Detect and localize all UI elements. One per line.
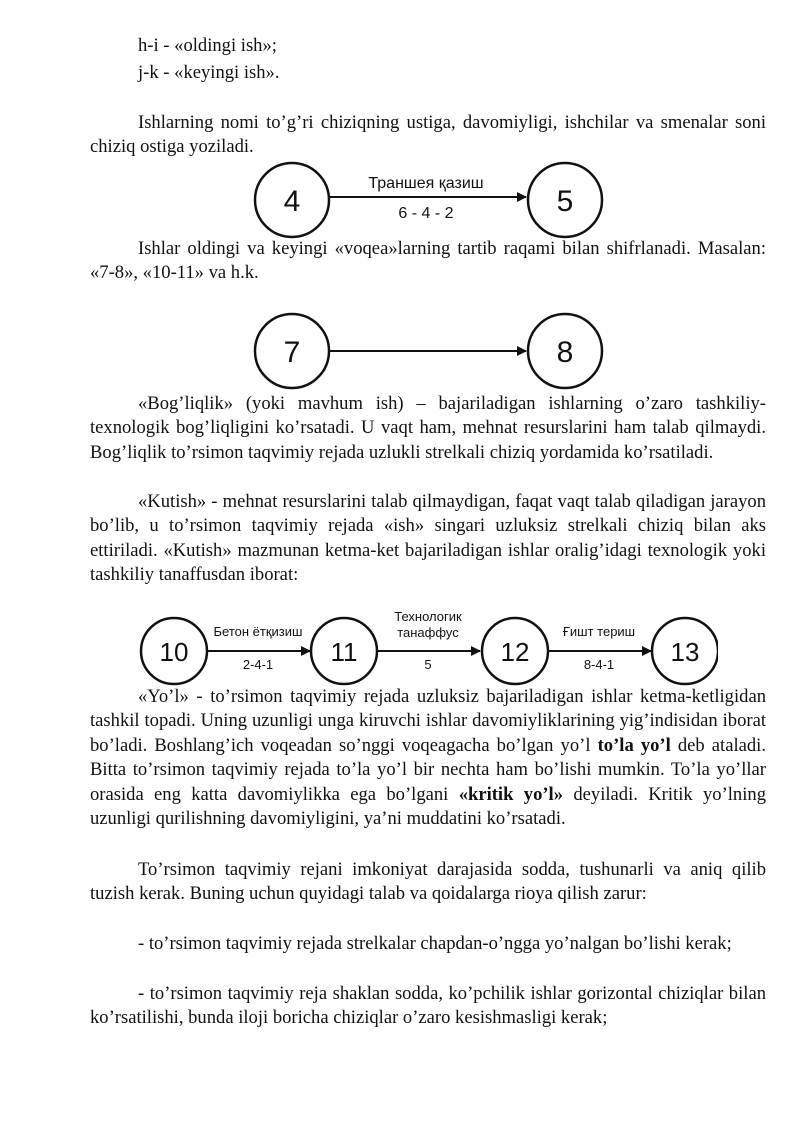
work-duration-label: 2-4-1 [242,657,274,672]
paragraph-dependency: «Bog’liqlik» (yoki mavhum ish) – bajariladigan ishlarning o’zaro tashkiliy-texnologik bog’liqligini ko’rsatadi. U vaqt ham, mehnat resurslarini ham talab qilmaydi. Bog’liqlik to’rsimon taqvimiy rejada uzlukli strelkali chiziq yordamida ko’rsatiladi. [90,393,766,463]
work-duration-label: 8-4-1 [583,657,615,672]
paragraph-names: Ishlarning nomi to’g’ri chiziqning ustiga, davomiyligi, ishchilar va smenalar soni chiziq ostiga yoziladi. [90,112,766,158]
work-name-label: Ғишт териш [562,624,636,639]
event-node-number: 10 [159,637,189,667]
event-node-number: 13 [670,637,700,667]
event-node-number: 12 [500,637,530,667]
path-text-3: deyiladi. Kritik yo’lning uzunligi qurilishning davomiyligini, ya’ni muddatini ko’rsatadi. [90,783,766,830]
waiting-name-label: Технологик [394,609,462,624]
paragraph-waiting: «Kutish» - mehnat resurslarini talab qilmaydigan, faqat vaqt talab qiladigan jarayon bo’lib, u to’rsimon taqvimiy rejada «ish» singari uzluksiz strelkali chiziq bilan aks ettiriladi. «Kutish» mazmunan ketma-ket bajariladigan ishlar oralig’idagi texnologik yoki tashkiliy tanaffusdan iborat: [90,491,766,586]
critical-path-term: «kritik yo’l» [458,783,564,805]
arrow-diagram-7-8 [250,311,610,393]
path-text-1: «Yo’l» - to’rsimon taqvimiy rejada uzluksiz bajariladigan ishlar ketma-ketligidan tashkil topadi. Uning uzunligi unga kiruvchi ishlar davomiyliklarining yig’indisidan iborat bo’ladi. Boshlang’ich voqeadan so’nggi voqeagacha bo’lgan yo’l [90,686,766,756]
definition-hi: h-i - «oldingi ish»; [138,35,277,56]
work-name-label: Траншея қазиш [368,175,484,192]
waiting-duration-label: 5 [424,657,432,672]
event-node-number: 7 [283,336,301,369]
event-node-number: 5 [556,185,574,218]
waiting-name-label: танаффус [397,625,459,640]
event-node-number: 8 [556,336,574,369]
event-node-number: 4 [283,185,301,218]
work-name-label: Бетон ётқизиш [213,624,303,639]
path-text-2: deb ataladi. Bitta to’rsimon taqvimiy rejada to’la yo’l bir nechta ham bo’lishi mumkin. To’la yo’llar orasida eng katta davomiylikka ega bo’lgani [90,734,766,805]
paragraph-rules: To’rsimon taqvimiy rejani imkoniyat darajasida sodda, tushunarli va aniq qilib tuzish kerak. Buning uchun quyidagi talab va qoidalarga rioya qilish zarur: [90,859,766,905]
rule-item-arrows: - to’rsimon taqvimiy rejada strelkalar chapdan-o’ngga yo’nalgan bo’lishi kerak; [138,933,732,954]
rule-item-simplicity: - to’rsimon taqvimiy reja shaklan sodda, ko’pchilik ishlar gorizontal chiziqlar bilan ko’rsatilishi, bunda iloji boricha chiziqlar o’zaro kesishmasligi kerak; [90,983,766,1029]
event-node-number: 11 [330,637,358,667]
full-path-term: to’la yo’l [597,734,671,756]
paragraph-cipher: Ishlar oldingi va keyingi «voqea»larning tartib raqami bilan shifrlanadi. Masalan: «7-8», «10-11» va h.k. [90,238,766,284]
definition-jk: j-k - «keyingi ish». [138,62,280,83]
paragraph-path [90,685,766,831]
work-duration-label: 6 - 4 - 2 [398,205,454,222]
arrow-diagram-10-13 [138,606,718,688]
arrow-diagram-4-5 [250,160,610,242]
